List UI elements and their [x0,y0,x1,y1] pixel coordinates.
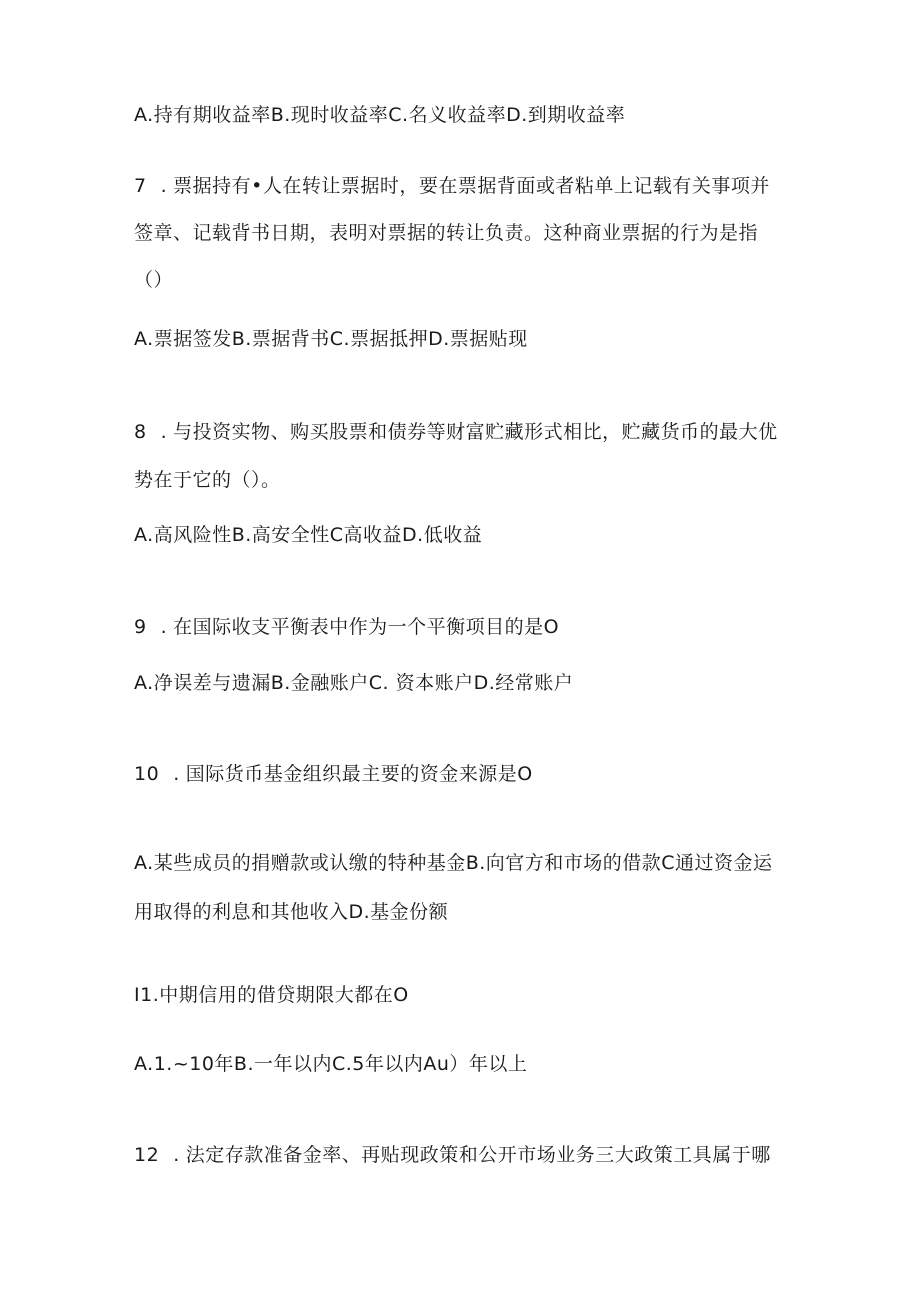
q9-text: 在国际收支平衡表中作为一个平衡项目的是O [173,616,560,638]
q7-options: A.票据签发B.票据背书C.票据抵押D.票据贴现 [134,328,528,350]
q12-text: 法定存款准备金率、再贴现政策和公开市场业务三大政策工具属于哪 [185,1144,771,1166]
q11-stem: I1.中期信用的借贷期限大都在O [134,984,409,1006]
q7-number: 7 [134,175,147,197]
q10-options-line2: 用取得的利息和其他收入D.基金份额 [134,901,449,923]
q9-number: 9 [134,616,147,638]
q9-stem [134,615,559,639]
q8-stem-line1 [134,420,778,444]
q10-number: 10 [134,763,160,785]
q7-dot: . [160,175,168,197]
q6-options: A.持有期收益率B.现时收益率C.名义收益率D.到期收益率 [134,104,626,126]
q7-stem-line3: （） [134,269,174,291]
q8-options: A.高风险性B.高安全性C高收益D.低收益 [134,524,483,546]
q10-options-line1: A.某些成员的捐赠款或认缴的特种基金B.向官方和市场的借款C通过资金运 [134,852,773,874]
q8-stem-line2: 势在于它的（）。 [134,469,281,491]
q9-dot: . [160,616,168,638]
q7-stem-line1 [134,174,770,198]
q12-number: 12 [134,1144,160,1166]
q9-options: A.净误差与遗漏B.金融账户C. 资本账户D.经常账户 [134,672,574,694]
q7-stem-line2: 签章、记载背书日期，表明对票据的转让负责。这种商业票据的行为是指 [134,222,759,244]
q12-dot: . [173,1144,180,1166]
q10-stem [134,762,533,786]
q11-options: A.1.~10年B.一年以内C.5年以内Au）年以上 [134,1053,528,1075]
q8-number: 8 [134,421,147,443]
q12-stem [134,1143,771,1167]
q10-dot: . [173,763,180,785]
q8-text-1: 与投资实物、购买股票和债券等财富贮藏形式相比，贮藏货币的最大优 [173,421,778,443]
q10-text: 国际货币基金组织最主要的资金来源是O [185,763,533,785]
q7-text-1: 票据持有•人在转让票据时，要在票据背面或者粘单上记载有关事项并 [173,175,770,197]
q8-dot: . [160,421,168,443]
